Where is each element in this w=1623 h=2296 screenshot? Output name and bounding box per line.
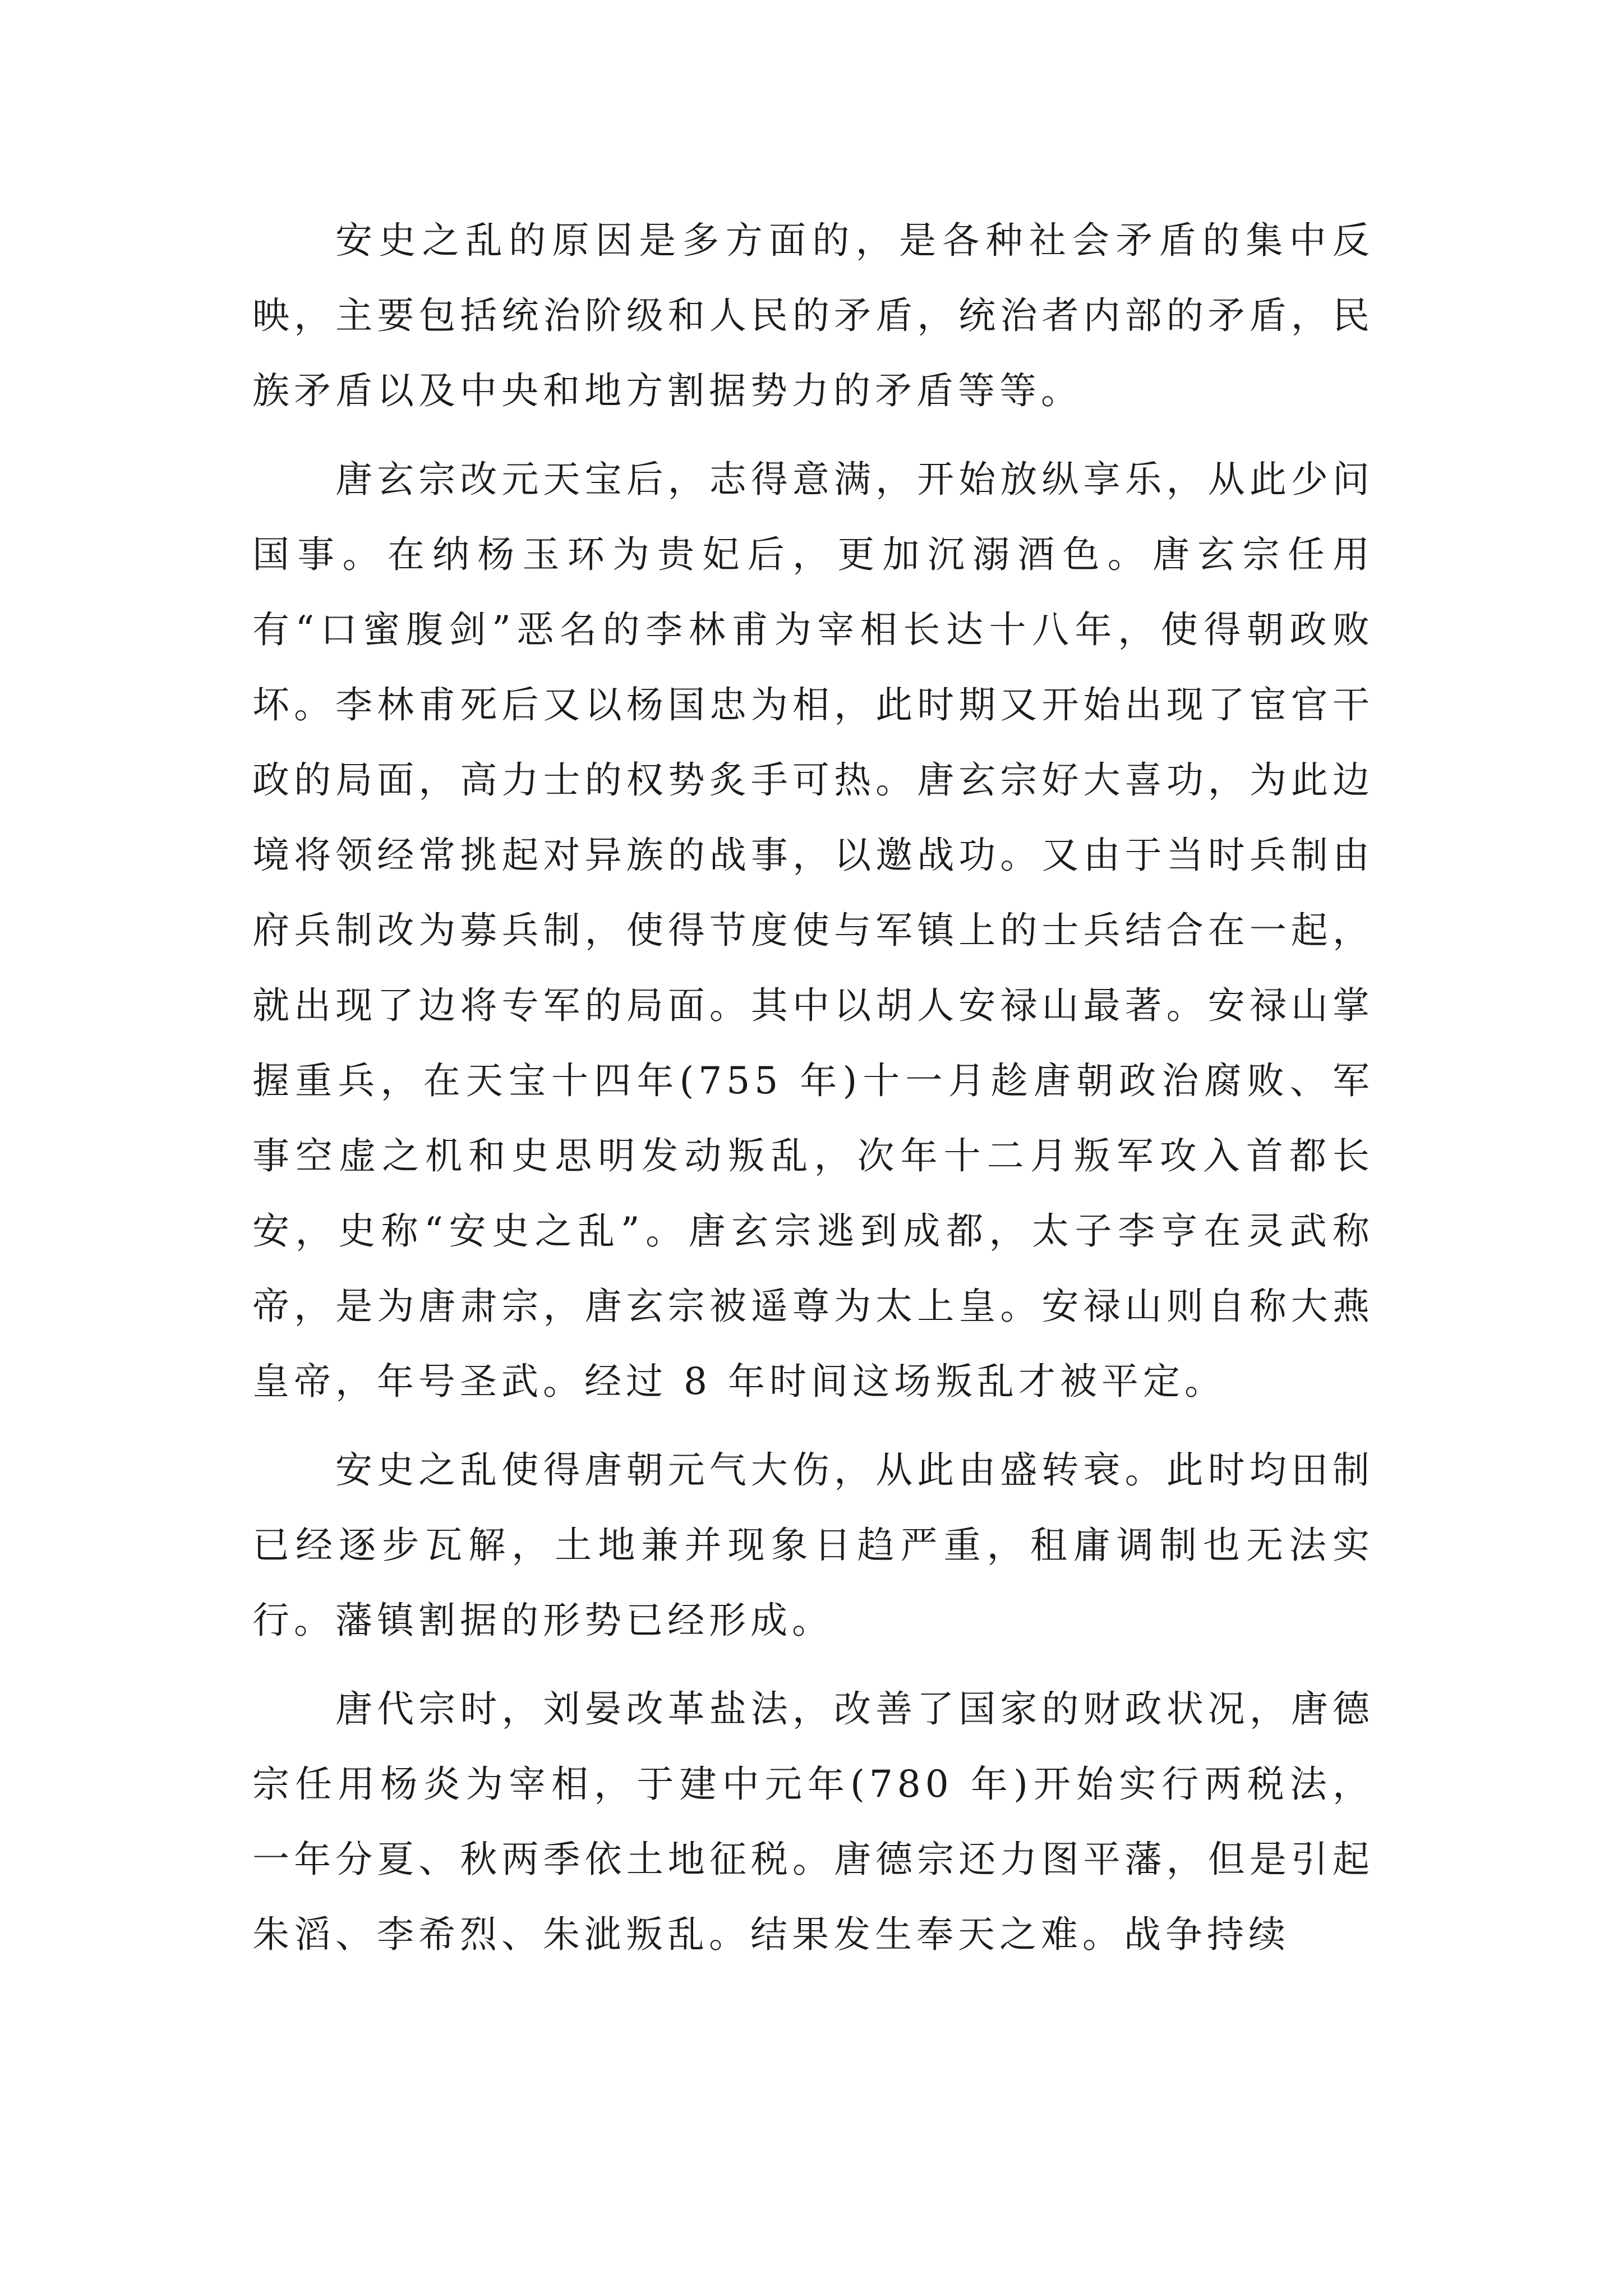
- paragraph-causes: 安史之乱的原因是多方面的，是各种社会矛盾的集中反映，主要包括统治阶级和人民的矛盾，统治者内部的矛盾，民族矛盾以及中央和地方割据势力的矛盾等等。: [252, 219, 1374, 412]
- paragraph-xuanzong: 唐玄宗改元天宝后，志得意满，开始放纵享乐，从此少问国事。在纳杨玉环为贵妃后，更加沉溺酒色。唐玄宗任用有“口蜜腹剑”恶名的李林甫为宰相长达十八年，使得朝政败坏。李林甫死后又以杨国忠为相，此时期又开始出现了宦官干政的局面，高力士的权势炙手可热。唐玄宗好大喜功，为此边境将领经常挑起对异族的战事，以邀战功。又由于当时兵制由府兵制改为募兵制，使得节度使与军镇上的士兵结合在一起，就出现了边将专军的局面。其中以胡人安禄山最著。安禄山掌握重兵，在天宝十四年(755 年)十一月趁唐朝政治腐败、军事空虚之机和史思明发动叛乱，次年十二月叛军攻入首都长安，史称“安史之乱”。唐玄宗逃到成都，太子李亨在灵武称帝，是为唐肃宗，唐玄宗被遥尊为太上皇。安禄山则自称大燕皇帝，年号圣武。经过 8 年时间这场叛乱才被平定。: [252, 458, 1374, 1403]
- document-body: [252, 203, 1374, 1986]
- paragraph-reforms: 唐代宗时，刘晏改革盐法，改善了国家的财政状况，唐德宗任用杨炎为宰相，于建中元年(780 年)开始实行两税法，一年分夏、秋两季依土地征税。唐德宗还力图平藩，但是引起朱滔、李希烈、朱泚叛乱。结果发生奉天之难。战争持续: [252, 1687, 1374, 1956]
- paragraph-decline: 安史之乱使得唐朝元气大伤，从此由盛转衰。此时均田制已经逐步瓦解，土地兼并现象日趋严重，租庸调制也无法实行。藩镇割据的形势已经形成。: [252, 1448, 1374, 1642]
